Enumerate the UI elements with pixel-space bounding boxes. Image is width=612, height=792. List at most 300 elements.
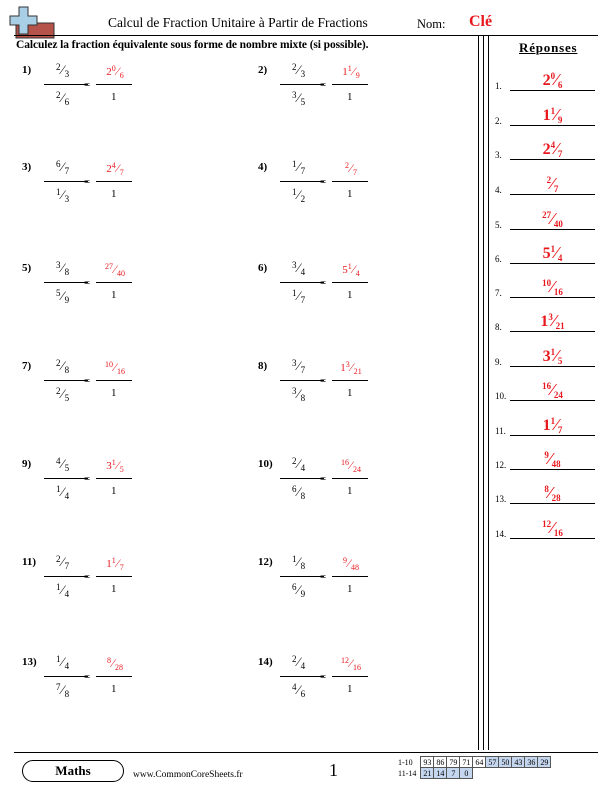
response-value xyxy=(510,106,595,124)
fraction-bar xyxy=(96,576,132,577)
denominator: 3 xyxy=(64,69,70,79)
response-row xyxy=(495,305,595,335)
numerator: 0 xyxy=(111,64,116,73)
unit-denominator: 1 xyxy=(347,583,353,595)
numerator: 4 xyxy=(111,161,116,170)
fraction-slash: ⁄ xyxy=(297,554,300,569)
fraction-slash: ⁄ xyxy=(555,243,558,262)
numerator: 1 xyxy=(347,64,352,73)
fraction-slash: ⁄ xyxy=(349,161,352,175)
footer-divider xyxy=(14,752,598,753)
fraction-slash: ⁄ xyxy=(551,518,554,537)
response-value xyxy=(510,450,595,468)
fraction-slash: ⁄ xyxy=(61,484,64,499)
denominator: 8 xyxy=(64,689,70,699)
fraction-bar xyxy=(96,676,132,677)
denominator: 4 xyxy=(64,491,70,501)
problem-item xyxy=(22,159,242,219)
numerator: 4 xyxy=(292,682,297,692)
denominator: 5 xyxy=(119,465,124,474)
denominator: 16 xyxy=(553,287,563,297)
name-value: Clé xyxy=(469,13,493,30)
response-row xyxy=(495,64,595,94)
fraction-slash: ⁄ xyxy=(61,187,64,202)
fraction-slash: ⁄ xyxy=(551,174,554,193)
numerator: 1 xyxy=(550,416,556,426)
problem-item xyxy=(258,456,478,516)
response-value xyxy=(510,210,595,228)
answer-line xyxy=(510,435,595,436)
fraction-bar xyxy=(44,576,88,577)
equals-sign: = xyxy=(320,671,327,683)
numerator: 1 xyxy=(347,262,352,271)
answer-line xyxy=(510,538,595,539)
equals-sign: = xyxy=(84,79,91,91)
denominator: 40 xyxy=(553,219,563,229)
fraction-slash: ⁄ xyxy=(297,358,300,373)
fraction-slash: ⁄ xyxy=(297,456,300,471)
equals-sign: = xyxy=(84,473,91,485)
fraction-slash: ⁄ xyxy=(297,90,300,105)
fraction-bar xyxy=(332,576,368,577)
denominator: 8 xyxy=(300,561,306,571)
top-fraction xyxy=(292,63,305,77)
response-row xyxy=(495,477,595,507)
fraction-slash: ⁄ xyxy=(555,139,558,158)
fraction-slash: ⁄ xyxy=(297,288,300,303)
fraction-slash: ⁄ xyxy=(551,277,554,296)
denominator: 7 xyxy=(557,149,563,159)
problem-number: 5) xyxy=(22,262,32,274)
answer-value xyxy=(336,263,366,276)
denominator: 5 xyxy=(557,356,563,366)
numerator: 12 xyxy=(340,656,349,665)
numerator: 1 xyxy=(550,347,556,357)
denominator: 8 xyxy=(64,267,70,277)
score-cell-empty xyxy=(499,768,512,779)
problem-item xyxy=(22,654,242,714)
score-row-label: 1-10 xyxy=(398,757,413,767)
response-number: 13. xyxy=(495,494,507,504)
equals-sign: = xyxy=(320,176,327,188)
response-value xyxy=(510,312,595,330)
denominator: 8 xyxy=(300,491,306,501)
fraction-slash: ⁄ xyxy=(111,656,114,670)
fraction-slash: ⁄ xyxy=(555,346,558,365)
denominator: 4 xyxy=(300,463,306,473)
bottom-fraction xyxy=(292,91,305,105)
numerator: 3 xyxy=(292,358,297,368)
fraction-slash: ⁄ xyxy=(297,654,300,669)
fraction-slash: ⁄ xyxy=(555,415,558,434)
denominator: 4 xyxy=(557,253,563,263)
fraction-slash: ⁄ xyxy=(61,62,64,77)
problem-number: 7) xyxy=(22,360,32,372)
bottom-fraction xyxy=(56,91,69,105)
denominator: 8 xyxy=(64,365,70,375)
response-number: 9. xyxy=(495,357,502,367)
response-value xyxy=(510,381,595,399)
response-row xyxy=(495,203,595,233)
top-fraction xyxy=(292,160,305,174)
fraction-slash: ⁄ xyxy=(61,90,64,105)
answer-value xyxy=(100,361,130,374)
denominator: 4 xyxy=(64,661,70,671)
numerator: 6 xyxy=(292,484,297,494)
denominator: 7 xyxy=(300,365,306,375)
answer-line xyxy=(510,159,595,160)
numerator: 8 xyxy=(106,656,111,665)
fraction-slash: ⁄ xyxy=(61,358,64,373)
bottom-fraction xyxy=(292,387,305,401)
numerator: 2 xyxy=(56,62,61,72)
response-row xyxy=(495,99,595,129)
numerator: 2 xyxy=(292,456,297,466)
answer-line xyxy=(510,125,595,126)
fraction-slash: ⁄ xyxy=(347,556,350,570)
score-table xyxy=(396,756,551,779)
numerator: 16 xyxy=(340,458,349,467)
denominator: 7 xyxy=(300,295,306,305)
fraction-slash: ⁄ xyxy=(297,682,300,697)
response-number: 14. xyxy=(495,529,507,539)
denominator: 7 xyxy=(553,184,559,194)
score-row-label: 11-14 xyxy=(398,768,417,778)
page-number: 1 xyxy=(329,760,338,780)
answer-value xyxy=(336,557,366,570)
numerator: 3 xyxy=(56,260,61,270)
denominator: 5 xyxy=(64,393,70,403)
unit-denominator: 1 xyxy=(347,91,353,103)
score-cell-empty xyxy=(538,768,551,779)
numerator: 5 xyxy=(56,288,61,298)
fraction-bar xyxy=(44,676,88,677)
numerator: 10 xyxy=(542,278,552,288)
top-fraction xyxy=(56,63,69,77)
response-value xyxy=(510,278,595,296)
response-value xyxy=(510,416,595,434)
denominator: 21 xyxy=(353,367,362,376)
problem-item xyxy=(22,260,242,320)
denominator: 9 xyxy=(300,589,306,599)
fraction-slash: ⁄ xyxy=(61,159,64,174)
equals-sign: = xyxy=(320,571,327,583)
fraction-slash: ⁄ xyxy=(548,449,552,468)
answer-value xyxy=(336,162,366,175)
fraction-slash: ⁄ xyxy=(349,656,352,670)
fraction-bar xyxy=(280,282,324,283)
whole-part: 5 xyxy=(542,245,551,262)
score-cell: 7 xyxy=(447,768,460,779)
fraction-slash: ⁄ xyxy=(61,386,64,401)
denominator: 9 xyxy=(64,295,70,305)
top-fraction xyxy=(292,457,305,471)
numerator: 2 xyxy=(56,386,61,396)
fraction-slash: ⁄ xyxy=(61,682,64,697)
fraction-slash: ⁄ xyxy=(297,484,300,499)
response-value xyxy=(510,140,595,158)
fraction-slash: ⁄ xyxy=(551,380,554,399)
equals-sign: = xyxy=(84,375,91,387)
score-row xyxy=(396,757,551,768)
numerator: 2 xyxy=(56,358,61,368)
equals-sign: = xyxy=(320,473,327,485)
answer-value xyxy=(100,162,130,175)
score-cell: 36 xyxy=(525,757,538,768)
response-number: 5. xyxy=(495,220,502,230)
problem-item xyxy=(22,62,242,122)
problem-item xyxy=(258,159,478,219)
fraction-bar xyxy=(44,380,88,381)
fraction-slash: ⁄ xyxy=(61,260,64,275)
equals-sign: = xyxy=(84,277,91,289)
unit-denominator: 1 xyxy=(347,683,353,695)
answer-value xyxy=(100,557,130,570)
numerator: 6 xyxy=(56,159,61,169)
bottom-fraction xyxy=(56,583,69,597)
response-value xyxy=(510,244,595,262)
equals-sign: = xyxy=(320,375,327,387)
worksheet-title: Calcul de Fraction Unitaire à Partir de Fractions xyxy=(108,15,368,30)
response-row xyxy=(495,443,595,473)
fraction-bar xyxy=(280,181,324,182)
fraction-bar xyxy=(44,282,88,283)
fraction-bar xyxy=(332,181,368,182)
bottom-fraction xyxy=(56,683,69,697)
numerator: 2 xyxy=(56,90,61,100)
header-divider xyxy=(14,35,598,36)
denominator: 4 xyxy=(64,589,70,599)
whole-part: 1 xyxy=(540,313,549,330)
fraction-slash: ⁄ xyxy=(61,288,64,303)
bottom-fraction xyxy=(56,485,69,499)
whole-part: 3 xyxy=(542,348,551,365)
numerator: 3 xyxy=(292,386,297,396)
top-fraction xyxy=(292,261,305,275)
answer-value xyxy=(336,459,366,472)
fraction-slash: ⁄ xyxy=(350,360,353,374)
denominator: 16 xyxy=(117,367,125,376)
top-fraction xyxy=(292,555,305,569)
responses-title: Réponses xyxy=(519,40,578,55)
fraction-slash: ⁄ xyxy=(297,582,300,597)
answer-line xyxy=(510,229,595,230)
denominator: 24 xyxy=(353,465,361,474)
fraction-bar xyxy=(280,576,324,577)
denominator: 3 xyxy=(300,69,306,79)
numerator: 27 xyxy=(542,210,552,220)
numerator: 3 xyxy=(548,312,553,322)
score-cell-empty xyxy=(512,768,525,779)
score-cell: 86 xyxy=(434,757,447,768)
score-cell: 0 xyxy=(460,768,473,779)
response-row xyxy=(495,409,595,439)
unit-denominator: 1 xyxy=(111,289,117,301)
fraction-slash: ⁄ xyxy=(61,582,64,597)
bottom-fraction xyxy=(292,188,305,202)
problem-number: 3) xyxy=(22,161,32,173)
numerator: 7 xyxy=(56,682,61,692)
numerator: 6 xyxy=(292,582,297,592)
answer-value xyxy=(100,657,130,670)
top-fraction xyxy=(292,359,305,373)
score-cell-empty xyxy=(525,768,538,779)
problem-number: 14) xyxy=(258,656,273,668)
numerator: 1 xyxy=(292,159,297,169)
instructions: Calculez la fraction équivalente sous forme de nombre mixte (si possible). xyxy=(16,39,369,51)
numerator: 1 xyxy=(111,458,116,467)
denominator: 7 xyxy=(64,166,70,176)
problem-number: 12) xyxy=(258,556,273,568)
numerator: 3 xyxy=(292,260,297,270)
fraction-bar xyxy=(44,181,88,182)
top-fraction xyxy=(56,555,69,569)
fraction-bar xyxy=(332,478,368,479)
bottom-fraction xyxy=(292,289,305,303)
numerator: 16 xyxy=(542,381,552,391)
numerator: 12 xyxy=(542,519,552,529)
response-value xyxy=(510,347,595,365)
problem-item xyxy=(258,654,478,714)
response-row xyxy=(495,271,595,301)
fraction-bar xyxy=(332,380,368,381)
numerator: 1 xyxy=(111,556,116,565)
fraction-slash: ⁄ xyxy=(297,159,300,174)
problem-number: 8) xyxy=(258,360,268,372)
denominator: 7 xyxy=(64,561,70,571)
whole-part: 1 xyxy=(106,558,112,570)
numerator: 0 xyxy=(550,71,556,81)
fraction-slash: ⁄ xyxy=(297,187,300,202)
response-value xyxy=(510,484,595,502)
denominator: 9 xyxy=(355,71,360,80)
denominator: 7 xyxy=(119,168,124,177)
numerator: 1 xyxy=(56,484,61,494)
problem-number: 13) xyxy=(22,656,37,668)
top-fraction xyxy=(56,655,69,669)
equals-sign: = xyxy=(320,277,327,289)
numerator: 1 xyxy=(292,187,297,197)
unit-denominator: 1 xyxy=(111,583,117,595)
unit-denominator: 1 xyxy=(111,683,117,695)
top-fraction xyxy=(292,655,305,669)
numerator: 10 xyxy=(104,360,113,369)
denominator: 28 xyxy=(551,493,561,503)
equals-sign: = xyxy=(84,176,91,188)
fraction-bar xyxy=(96,84,132,85)
denominator: 24 xyxy=(553,390,563,400)
answer-line xyxy=(510,503,595,504)
score-cell: 64 xyxy=(473,757,486,768)
fraction-bar xyxy=(332,676,368,677)
unit-denominator: 1 xyxy=(111,91,117,103)
top-fraction xyxy=(56,457,69,471)
problem-item xyxy=(22,358,242,418)
problem-number: 11) xyxy=(22,556,37,568)
numerator: 4 xyxy=(550,140,556,150)
problem-number: 9) xyxy=(22,458,32,470)
denominator: 6 xyxy=(300,689,306,699)
denominator: 5 xyxy=(64,463,70,473)
numerator: 2 xyxy=(546,175,552,185)
fraction-bar xyxy=(96,380,132,381)
fraction-bar xyxy=(280,478,324,479)
answer-line xyxy=(510,263,595,264)
score-cell: 50 xyxy=(499,757,512,768)
response-value xyxy=(510,175,595,193)
fraction-bar xyxy=(44,478,88,479)
fraction-bar xyxy=(332,282,368,283)
brand-badge: Maths xyxy=(22,760,124,782)
whole-part: 1 xyxy=(542,107,551,124)
fraction-bar xyxy=(96,181,132,182)
fraction-slash: ⁄ xyxy=(116,556,119,570)
numerator: 1 xyxy=(292,288,297,298)
response-number: 1. xyxy=(495,81,502,91)
fraction-slash: ⁄ xyxy=(555,105,558,124)
site-url: www.CommonCoreSheets.fr xyxy=(133,770,243,780)
fraction-slash: ⁄ xyxy=(352,64,355,78)
whole-part: 3 xyxy=(106,460,112,472)
answer-value xyxy=(336,657,366,670)
numerator: 1 xyxy=(56,187,61,197)
bottom-fraction xyxy=(292,583,305,597)
response-row xyxy=(495,237,595,267)
bottom-fraction xyxy=(56,289,69,303)
numerator: 1 xyxy=(550,106,556,116)
unit-denominator: 1 xyxy=(347,387,353,399)
whole-part: 1 xyxy=(542,417,551,434)
fraction-bar xyxy=(96,282,132,283)
fraction-bar xyxy=(44,84,88,85)
bottom-fraction xyxy=(292,485,305,499)
plus-logo-icon xyxy=(7,5,57,43)
answer-line xyxy=(510,331,595,332)
problem-number: 1) xyxy=(22,64,32,76)
bottom-fraction xyxy=(56,387,69,401)
unit-denominator: 1 xyxy=(347,188,353,200)
fraction-slash: ⁄ xyxy=(116,161,119,175)
fraction-bar xyxy=(280,676,324,677)
unit-denominator: 1 xyxy=(347,485,353,497)
denominator: 2 xyxy=(300,194,306,204)
denominator: 7 xyxy=(119,563,124,572)
score-cell: 93 xyxy=(421,757,434,768)
response-row xyxy=(495,340,595,370)
fraction-slash: ⁄ xyxy=(555,70,558,89)
top-fraction xyxy=(56,261,69,275)
numerator: 1 xyxy=(56,654,61,664)
whole-part: 2 xyxy=(106,66,112,78)
problem-number: 4) xyxy=(258,161,268,173)
denominator: 48 xyxy=(351,563,359,572)
bottom-fraction xyxy=(292,683,305,697)
problem-number: 10) xyxy=(258,458,273,470)
denominator: 28 xyxy=(115,663,123,672)
answer-value xyxy=(100,459,130,472)
numerator: 8 xyxy=(544,484,549,494)
answer-value xyxy=(100,65,130,78)
whole-part: 2 xyxy=(542,72,551,89)
numerator: 3 xyxy=(292,90,297,100)
score-row xyxy=(396,768,551,779)
score-cell-empty xyxy=(473,768,486,779)
denominator: 6 xyxy=(64,97,70,107)
response-value xyxy=(510,519,595,537)
top-fraction xyxy=(56,160,69,174)
denominator: 21 xyxy=(555,321,565,331)
response-row xyxy=(495,133,595,163)
